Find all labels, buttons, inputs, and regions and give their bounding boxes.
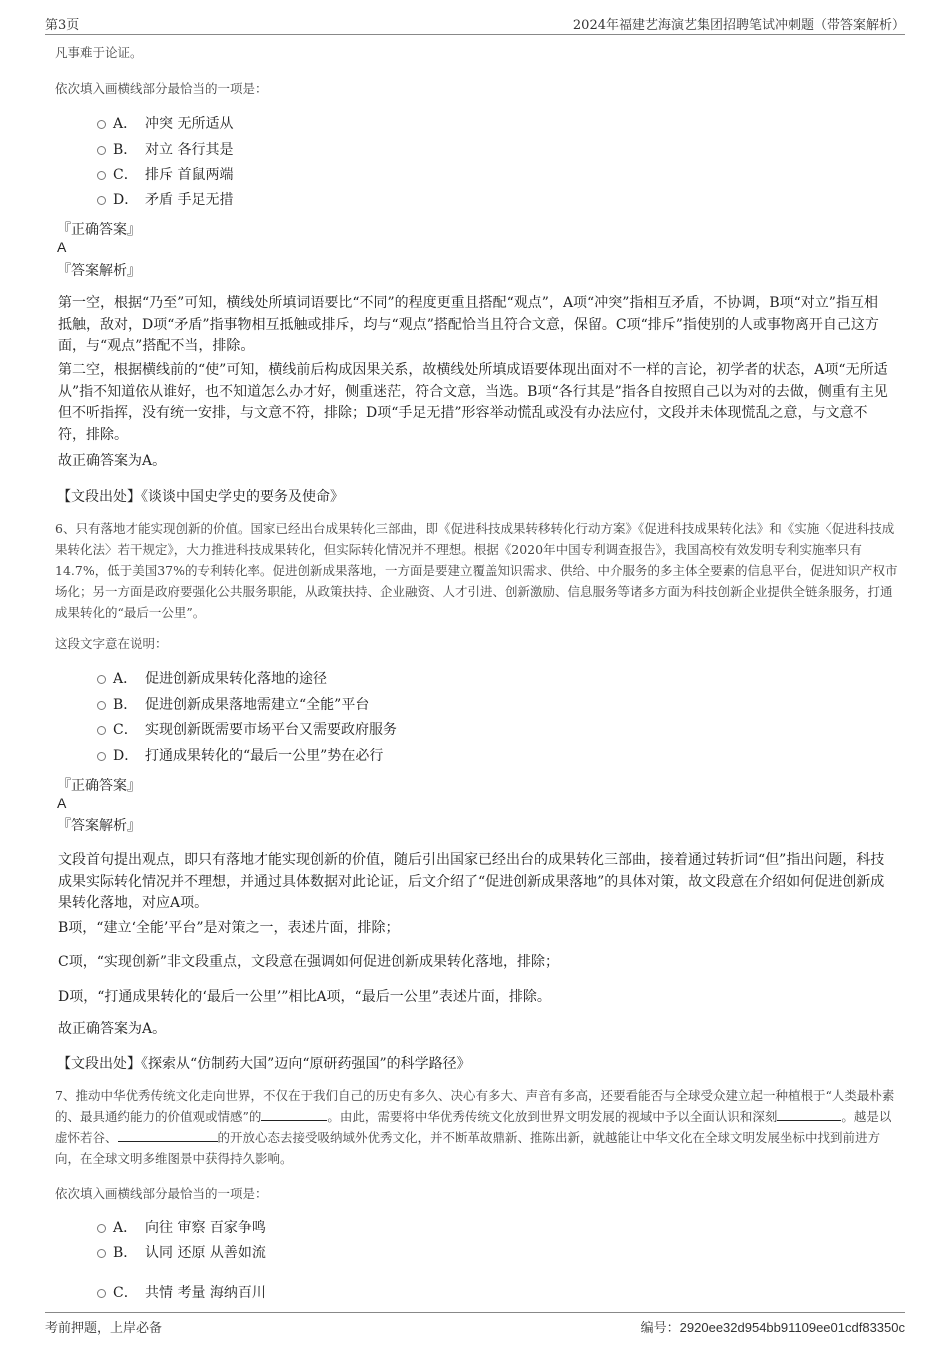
page-footer [45, 1312, 905, 1335]
footer-slogan: 考前押题，上岸必备 [45, 1321, 163, 1336]
q5-source: 【文段出处】《谈谈中国史学史的要务及使命》 [57, 489, 344, 505]
q6-analysis-b: B项，“建立‘全能’平台”是对策之一，表述片面，排除； [58, 920, 400, 936]
q7-blank-2 [777, 1108, 841, 1121]
q7-prompt: 依次填入画横线部分最恰当的一项是： [55, 1186, 268, 1201]
q7-stem: 7、推动中华优秀传统文化走向世界，不仅在于我们自己的历史有多久、决心有多大、声音有多高，还要看能否与全球受众建立起一种植根于“人类最朴素的、最具通约能力的价值观或情感”的 。由此，需要将中华优秀传统文化放到世界文明发展的视域中予以全面认识和深刻 。越是以虚怀若谷、 的开放心态去接受吸纳域外优秀文化，并不断革故鼎新、推陈出新，就越能让中华文化在全球文明发展坐标中找到前进方向，在全球文明多维图景中获得持久影响。 [55, 1088, 895, 1166]
radio-icon[interactable] [97, 726, 106, 735]
radio-icon[interactable] [97, 701, 106, 710]
q5-answer: A [57, 239, 67, 255]
radio-icon[interactable] [97, 1289, 106, 1298]
radio-icon[interactable] [97, 171, 106, 180]
q6-source: 【文段出处】《探索从“仿制药大国”迈向“原研药强国”的科学路径》 [57, 1056, 471, 1072]
page-header [45, 14, 905, 35]
q7-blank-3 [118, 1129, 218, 1142]
radio-icon[interactable] [97, 675, 106, 684]
q6-analysis-c: C项，“实现创新”非文段重点，文段意在强调如何促进创新成果转化落地，排除； [58, 954, 560, 970]
q6-stem: 6、只有落地才能实现创新的价值。国家已经出台成果转化三部曲，即《促进科技成果转移转化行动方案》《促进科技成果转化法》和《实施〈促进科技成果转化法〉若干规定》，大力推进科技成果转化，但实际转化情况并不理想。根据《2020年中国专利调查报告》，我国高校有效发明专利实施率只有14.7%，低于美国37%的专利转化率。促进创新成果落地，一方面是要建立覆盖知识需求、供给、中介服务的多主体全要素的信息平台，促进知识产权市场化；另一方面是政府要强化公共服务职能，从政策扶持、企业融资、人才引进、创新激励、信息服务等诸多方面为科技创新企业提供全链条服务，打通成果转化的“最后一公里”。 [55, 521, 898, 620]
q5-option-b[interactable]: B． 对立 各行其是 [97, 140, 233, 160]
q5-option-a[interactable]: A． 冲突 无所适从 [97, 114, 233, 134]
q6-prompt: 这段文字意在说明： [55, 636, 168, 651]
radio-icon[interactable] [97, 752, 106, 761]
document-id [641, 1317, 905, 1336]
q6-option-b[interactable]: B． 促进创新成果落地需建立“全能”平台 [97, 695, 369, 715]
q5-option-c[interactable]: C． 排斥 首鼠两端 [97, 165, 233, 185]
q7-blank-1 [261, 1108, 327, 1121]
q6-option-d[interactable]: D． 打通成果转化的“最后一公里”势在必行 [97, 746, 383, 766]
q6-analysis-label: 『答案解析』 [57, 818, 141, 834]
q6-option-c[interactable]: C． 实现创新既需要市场平台又需要政府服务 [97, 720, 397, 740]
q7-option-b[interactable]: B． 认同 还原 从善如流 [97, 1243, 266, 1263]
radio-icon[interactable] [97, 120, 106, 129]
q6-analysis-d: D项，“打通成果转化的‘最后一公里’”相比A项，“最后一公里”表述片面，排除。 [58, 989, 551, 1005]
q5-prompt: 依次填入画横线部分最恰当的一项是： [55, 81, 268, 96]
q5-answer-label: 『正确答案』 [57, 222, 141, 238]
q5-analysis-label: 『答案解析』 [57, 263, 141, 279]
q5-option-d[interactable]: D． 矛盾 手足无措 [97, 190, 233, 210]
q6-answer-label: 『正确答案』 [57, 778, 141, 794]
q5-analysis-para-1: 第一空，根据“乃至”可知，横线处所填词语要比“不同”的程度更重且搭配“观点”，A项“冲突”指相互矛盾，不协调，B项“对立”指互相抵触，敌对，D项“矛盾”指事物相互抵触或排斥，均与“观点”搭配恰当且符合文意，保留。C项“排斥”指使别的人或事物离开自己这方面，与“观点”搭配不当，排除。 [58, 295, 879, 354]
q5-conclusion: 故正确答案为A。 [58, 453, 167, 469]
radio-icon[interactable] [97, 1224, 106, 1233]
page-number: 第3页 [45, 18, 80, 33]
q5-analysis-para-2: 第二空，根据横线前的“使”可知，横线前后构成因果关系，故横线处所填成语要体现出面对不一样的言论，初学者的状态，A项“无所适从”指不知道依从谁好，也不知道怎么办才好，侧重迷茫，符合文意，当选。B项“各行其是”指各自按照自己以为对的去做，侧重有主见但不听指挥，没有统一安排，与文意不符，排除；D项“手足无措”形容举动慌乱或没有办法应付，文段并未体现慌乱之意，与文意不符，排除。 [58, 362, 888, 443]
q7-option-c[interactable]: C． 共情 考量 海纳百川 [97, 1283, 266, 1303]
q5-text-end: 凡事难于论证。 [55, 45, 143, 60]
q6-conclusion: 故正确答案为A。 [58, 1021, 167, 1037]
radio-icon[interactable] [97, 1249, 106, 1258]
document-title: 2024年福建艺海演艺集团招聘笔试冲刺题（带答案解析） [572, 18, 905, 33]
q7-option-a[interactable]: A． 向往 审察 百家争鸣 [97, 1218, 266, 1238]
document-id-label: 编号： [640, 1321, 680, 1336]
radio-icon[interactable] [97, 196, 106, 205]
q6-analysis-para-1: 文段首句提出观点，即只有落地才能实现创新的价值，随后引出国家已经出台的成果转化三部曲，接着通过转折词“但”指出问题，科技成果实际转化情况并不理想，并通过具体数据对此论证，后文介绍了“促进创新成果落地”的具体对策，故文段意在介绍如何促进创新成果转化落地，对应A项。 [58, 852, 885, 911]
document-id-value: 2920ee32d954bb91109ee01cdf83350c [679, 1320, 905, 1335]
radio-icon[interactable] [97, 146, 106, 155]
q6-option-a[interactable]: A． 促进创新成果转化落地的途径 [97, 669, 327, 689]
q6-answer: A [57, 795, 67, 811]
